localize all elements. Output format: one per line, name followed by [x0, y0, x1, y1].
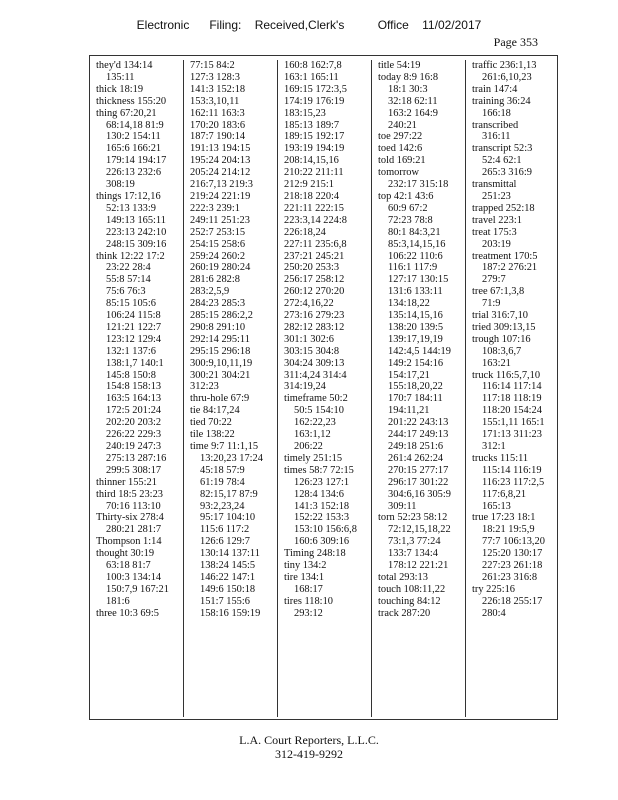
- index-subline: 153:10 156:6,8: [294, 524, 357, 536]
- index-entry: 153:3,10,11: [190, 95, 240, 107]
- index-entry: 227:11 235:6,8: [284, 238, 347, 250]
- index-entry: touch 108:11,22: [378, 583, 446, 595]
- index-table: [89, 55, 558, 720]
- index-subline: 72:12,15,18,22: [388, 524, 451, 536]
- index-entry: tile 138:22: [190, 429, 235, 441]
- index-entry: thick 18:19: [96, 83, 144, 95]
- index-entry: they'd 134:14: [96, 60, 153, 71]
- index-subline: 270:15 277:17: [388, 464, 449, 476]
- index-subline: 125:20 130:17: [482, 548, 543, 560]
- index-subline: 154:17,21: [388, 369, 430, 381]
- index-subline: 158:16 159:19: [200, 607, 261, 619]
- index-entry: told 169:21: [378, 155, 426, 167]
- index-entry: time 9:7 11:1,15: [190, 441, 259, 452]
- index-subline: 226:22 229:3: [106, 429, 162, 441]
- index-subline: 201:22 243:13: [388, 417, 449, 429]
- index-subline: 316:11: [482, 131, 511, 143]
- index-subline: 149:2 154:16: [388, 357, 444, 369]
- index-subline: 249:18 251:6: [388, 441, 444, 452]
- index-subline: 138:1,7 140:1: [106, 357, 164, 369]
- index-subline: 134:18,22: [388, 298, 430, 310]
- index-entry: 259:24 260:2: [190, 250, 246, 262]
- index-subline: 138:20 139:5: [388, 321, 444, 333]
- index-subline: 160:6 309:16: [294, 536, 350, 548]
- index-entry: true 17:23 18:1: [472, 512, 536, 524]
- index-entry: 205:24 214:12: [190, 167, 251, 179]
- page-number: Page 353: [493, 35, 538, 49]
- index-entry: toed 142:6: [378, 143, 423, 155]
- index-subline: 296:17 301:22: [388, 476, 449, 488]
- index-entry: timeframe 50:2: [284, 393, 348, 405]
- index-entry: today 8:9 16:8: [378, 71, 439, 83]
- index-entry: tie 84:17,24: [190, 405, 240, 417]
- index-subline: 70:16 113:10: [106, 500, 161, 512]
- index-subline: 154:8 158:13: [106, 381, 162, 393]
- index-subline: 93:2,23,24: [200, 500, 245, 512]
- index-entry: 273:16 279:23: [284, 310, 345, 322]
- index-subline: 261:6,10,23: [482, 71, 532, 83]
- index-entry: trucks 115:11: [472, 452, 529, 464]
- index-subline: 304:6,16 305:9: [388, 488, 451, 500]
- index-subline: 226:18 255:17: [482, 595, 543, 607]
- index-subline: 128:4 134:6: [294, 488, 344, 500]
- index-entry: 304:24 309:13: [284, 357, 345, 369]
- index-subline: 115:6 117:2: [200, 524, 250, 536]
- index-subline: 139:17,19,19: [388, 333, 443, 345]
- index-subline: 121:21 122:7: [106, 321, 162, 333]
- index-subline: 77:7 106:13,20: [482, 536, 545, 548]
- index-entry: 162:11 163:3: [190, 107, 245, 119]
- index-subline: 162:22,23: [294, 417, 336, 429]
- index-entry: train 147:4: [472, 83, 518, 95]
- index-subline: 52:13 133:9: [106, 202, 156, 214]
- index-entry: 281:6 282:8: [190, 274, 240, 286]
- index-subline: 165:6 166:21: [106, 143, 162, 155]
- index-column-5: [465, 60, 558, 717]
- index-subline: 80:1 84:3,21: [388, 226, 441, 238]
- index-subline: 100:3 134:14: [106, 571, 162, 583]
- index-subline: 135:14,15,16: [388, 310, 443, 322]
- index-subline: 187:2 276:21: [482, 262, 538, 274]
- index-entry: 260:19 280:24: [190, 262, 251, 274]
- index-subline: 163:2 164:9: [388, 107, 438, 119]
- index-entry: 170:20 183:6: [190, 119, 246, 131]
- index-subline: 85:15 105:6: [106, 298, 156, 310]
- index-entry: 189:15 192:17: [284, 131, 345, 143]
- index-subline: 75:6 76:3: [106, 286, 146, 298]
- index-subline: 226:13 232:6: [106, 167, 162, 179]
- index-subline: 127:17 130:15: [388, 274, 449, 286]
- index-subline: 163:1,12: [294, 429, 331, 441]
- index-subline: 168:17: [294, 583, 323, 595]
- index-subline: 155:1,11 165:1: [482, 417, 545, 429]
- index-entry: 260:12 270:20: [284, 286, 345, 298]
- index-subline: 55:8 57:14: [106, 274, 151, 286]
- index-entry: Thompson 1:14: [96, 536, 162, 548]
- index-entry: 191:13 194:15: [190, 143, 251, 155]
- index-column-2: [183, 60, 277, 717]
- index-entry: truck 116:5,7,10: [472, 369, 541, 381]
- index-entry: 212:9 215:1: [284, 179, 334, 191]
- index-entry: 290:8 291:10: [190, 321, 246, 333]
- index-entry: thinner 155:21: [96, 476, 157, 488]
- index-subline: 240:21: [388, 119, 417, 131]
- index-subline: 145:8 150:8: [106, 369, 156, 381]
- index-subline: 206:22: [294, 441, 323, 452]
- index-subline: 149:6 150:18: [200, 583, 256, 595]
- index-subline: 32:18 62:11: [388, 95, 438, 107]
- index-subline: 116:1 117:9: [388, 262, 438, 274]
- index-subline: 50:5 154:10: [294, 405, 344, 417]
- index-entry: 221:11 222:15: [284, 202, 344, 214]
- index-entry: 314:19,24: [284, 381, 326, 393]
- index-entry: tire 134:1: [284, 571, 325, 583]
- index-subline: 68:14,18 81:9: [106, 119, 164, 131]
- index-subline: 181:6: [106, 595, 130, 607]
- footer-company: L.A. Court Reporters, L.L.C.: [239, 733, 379, 747]
- index-entry: transcribed: [472, 119, 519, 131]
- index-entry: times 58:7 72:15: [284, 464, 354, 476]
- index-entry: 169:15 172:3,5: [284, 83, 347, 95]
- index-subline: 261:23 316:8: [482, 571, 538, 583]
- index-subline: 63:18 81:7: [106, 560, 151, 572]
- index-entry: toe 297:22: [378, 131, 423, 143]
- index-entry: transmittal: [472, 179, 517, 191]
- index-entry: 183:15,23: [284, 107, 326, 119]
- filing-header: Electronic Filing: Received,Clerk's Office 11/02/2017: [136, 18, 482, 32]
- index-entry: 160:8 162:7,8: [284, 60, 342, 71]
- index-subline: 115:14 116:19: [482, 464, 542, 476]
- index-entry: 282:12 283:12: [284, 321, 345, 333]
- index-subline: 146:22 147:1: [200, 571, 256, 583]
- index-entry: 252:7 253:15: [190, 226, 246, 238]
- index-entry: torn 52:23 58:12: [378, 512, 448, 524]
- index-entry: thru-hole 67:9: [190, 393, 250, 405]
- index-entry: 219:24 221:19: [190, 190, 251, 202]
- index-subline: 223:13 242:10: [106, 226, 167, 238]
- index-entry: 254:15 258:6: [190, 238, 246, 250]
- index-subline: 106:22 110:6: [388, 250, 443, 262]
- index-entry: 195:24 204:13: [190, 155, 251, 167]
- index-subline: 72:23 78:8: [388, 214, 433, 226]
- index-entry: tires 118:10: [284, 595, 333, 607]
- index-entry: thickness 155:20: [96, 95, 167, 107]
- index-entry: trough 107:16: [472, 333, 531, 345]
- index-entry: trapped 252:18: [472, 202, 535, 214]
- index-entry: total 293:13: [378, 571, 428, 583]
- index-entry: 303:15 304:8: [284, 345, 340, 357]
- index-entry: tied 70:22: [190, 417, 232, 429]
- index-subline: 280:4: [482, 607, 506, 619]
- index-entry: tree 67:1,3,8: [472, 286, 525, 298]
- index-subline: 150:7,9 167:21: [106, 583, 169, 595]
- index-subline: 178:12 221:21: [388, 560, 449, 572]
- index-subline: 123:12 129:4: [106, 333, 162, 345]
- index-subline: 203:19: [482, 238, 511, 250]
- index-entry: thing 67:20,21: [96, 107, 157, 119]
- index-entry: timely 251:15: [284, 452, 343, 464]
- index-subline: 280:21 281:7: [106, 524, 162, 536]
- index-entry: 218:18 220:4: [284, 190, 340, 202]
- index-subline: 95:17 104:10: [200, 512, 256, 524]
- index-entry: travel 223:1: [472, 214, 522, 226]
- index-entry: 210:22 211:11: [284, 167, 344, 179]
- index-subline: 117:6,8,21: [482, 488, 527, 500]
- index-entry: 272:4,16,22: [284, 298, 334, 310]
- index-subline: 126:23 127:1: [294, 476, 350, 488]
- index-subline: 82:15,17 87:9: [200, 488, 258, 500]
- index-entry: 223:3,14 224:8: [284, 214, 347, 226]
- index-subline: 108:3,6,7: [482, 345, 522, 357]
- index-subline: 152:22 153:3: [294, 512, 350, 524]
- index-subline: 166:18: [482, 107, 511, 119]
- index-subline: 116:14 117:14: [482, 381, 542, 393]
- index-subline: 172:5 201:24: [106, 405, 162, 417]
- index-entry: touching 84:12: [378, 595, 441, 607]
- index-entry: 216:7,13 219:3: [190, 179, 253, 191]
- index-subline: 18:1 30:3: [388, 83, 428, 95]
- index-subline: 85:3,14,15,16: [388, 238, 446, 250]
- index-entry: transcript 52:3: [472, 143, 533, 155]
- index-entry: think 12:22 17:2: [96, 250, 165, 262]
- footer-phone: 312-419-9292: [275, 747, 343, 761]
- index-subline: 293:12: [294, 607, 323, 619]
- index-entry: 208:14,15,16: [284, 155, 339, 167]
- index-entry: 283:2,5,9: [190, 286, 230, 298]
- index-entry: tried 309:13,15: [472, 321, 536, 333]
- index-subline: 275:13 287:16: [106, 452, 167, 464]
- index-entry: 222:3 239:1: [190, 202, 240, 214]
- index-subline: 133:7 134:4: [388, 548, 438, 560]
- index-subline: 132:1 137:6: [106, 345, 156, 357]
- index-subline: 312:1: [482, 441, 506, 452]
- index-subline: 61:19 78:4: [200, 476, 245, 488]
- index-entry: 295:15 296:18: [190, 345, 251, 357]
- index-entry: tomorrow: [378, 167, 419, 179]
- index-entry: 174:19 176:19: [284, 95, 345, 107]
- index-entry: 300:9,10,11,19: [190, 357, 253, 369]
- index-subline: 232:17 315:18: [388, 179, 449, 191]
- index-subline: 309:11: [388, 500, 417, 512]
- index-subline: 171:13 311:23: [482, 429, 542, 441]
- index-subline: 244:17 249:13: [388, 429, 449, 441]
- index-entry: tiny 134:2: [284, 560, 327, 572]
- index-column-1: [90, 60, 183, 717]
- index-entry: 249:11 251:23: [190, 214, 250, 226]
- index-subline: 299:5 308:17: [106, 464, 162, 476]
- index-entry: 127:3 128:3: [190, 71, 240, 83]
- index-subline: 45:18 57:9: [200, 464, 245, 476]
- index-entry: 226:18,24: [284, 226, 326, 238]
- index-subline: 23:22 28:4: [106, 262, 151, 274]
- index-subline: 126:6 129:7: [200, 536, 250, 548]
- index-subline: 251:23: [482, 190, 511, 202]
- index-subline: 149:13 165:11: [106, 214, 166, 226]
- index-column-3: [277, 60, 371, 717]
- index-subline: 106:24 115:8: [106, 310, 161, 322]
- index-entry: 311:4,24 314:4: [284, 369, 347, 381]
- index-entry: 285:15 286:2,2: [190, 310, 253, 322]
- index-subline: 138:24 145:5: [200, 560, 256, 572]
- index-entry: 193:19 194:19: [284, 143, 345, 155]
- index-entry: 284:23 285:3: [190, 298, 246, 310]
- index-subline: 248:15 309:16: [106, 238, 167, 250]
- index-subline: 118:20 154:24: [482, 405, 542, 417]
- index-subline: 71:9: [482, 298, 501, 310]
- index-subline: 155:18,20,22: [388, 381, 443, 393]
- index-subline: 60:9 67:2: [388, 202, 428, 214]
- index-subline: 13:20,23 17:24: [200, 452, 263, 464]
- index-entry: 163:1 165:11: [284, 71, 339, 83]
- index-entry: treatment 170:5: [472, 250, 538, 262]
- index-subline: 131:6 133:11: [388, 286, 443, 298]
- index-entry: trial 316:7,10: [472, 310, 528, 322]
- index-entry: Timing 248:18: [284, 548, 346, 560]
- index-subline: 151:7 155:6: [200, 595, 250, 607]
- index-subline: 142:4,5 144:19: [388, 345, 451, 357]
- index-subline: 194:11,21: [388, 405, 430, 417]
- index-subline: 240:19 247:3: [106, 441, 162, 452]
- index-entry: 292:14 295:11: [190, 333, 250, 345]
- index-entry: three 10:3 69:5: [96, 607, 159, 619]
- index-entry: thought 30:19: [96, 548, 155, 560]
- index-entry: Thirty-six 278:4: [96, 512, 164, 524]
- index-subline: 117:18 118:19: [482, 393, 542, 405]
- index-subline: 202:20 203:2: [106, 417, 162, 429]
- index-entry: 77:15 84:2: [190, 60, 235, 71]
- index-subline: 73:1,3 77:24: [388, 536, 441, 548]
- index-subline: 18:21 19:5,9: [482, 524, 535, 536]
- index-entry: training 36:24: [472, 95, 531, 107]
- index-subline: 261:4 262:24: [388, 452, 444, 464]
- index-subline: 130:2 154:11: [106, 131, 161, 143]
- index-entry: 237:21 245:21: [284, 250, 345, 262]
- index-subline: 308:19: [106, 179, 135, 191]
- index-entry: try 225:16: [472, 583, 516, 595]
- index-entry: 256:17 258:12: [284, 274, 345, 286]
- index-subline: 163:21: [482, 357, 511, 369]
- index-entry: top 42:1 43:6: [378, 190, 434, 202]
- index-entry: treat 175:3: [472, 226, 517, 238]
- index-subline: 135:11: [106, 71, 135, 83]
- index-entry: things 17:12,16: [96, 190, 161, 202]
- index-subline: 165:13: [482, 500, 511, 512]
- index-subline: 170:7 184:11: [388, 393, 443, 405]
- index-column-4: [371, 60, 465, 717]
- index-subline: 163:5 164:13: [106, 393, 162, 405]
- index-entry: 141:3 152:18: [190, 83, 246, 95]
- index-subline: 130:14 137:11: [200, 548, 260, 560]
- index-entry: traffic 236:1,13: [472, 60, 537, 71]
- index-subline: 265:3 316:9: [482, 167, 532, 179]
- index-subline: 179:14 194:17: [106, 155, 167, 167]
- index-entry: 250:20 253:3: [284, 262, 340, 274]
- index-subline: 227:23 261:18: [482, 560, 543, 572]
- index-entry: 300:21 304:21: [190, 369, 251, 381]
- index-entry: title 54:19: [378, 60, 421, 71]
- index-entry: 312:23: [190, 381, 219, 393]
- index-entry: third 18:5 23:23: [96, 488, 163, 500]
- index-subline: 141:3 152:18: [294, 500, 350, 512]
- index-entry: 185:13 189:7: [284, 119, 340, 131]
- index-subline: 52:4 62:1: [482, 155, 522, 167]
- index-entry: 301:1 302:6: [284, 333, 334, 345]
- index-subline: 279:7: [482, 274, 506, 286]
- index-subline: 116:23 117:2,5: [482, 476, 545, 488]
- index-entry: 187:7 190:14: [190, 131, 246, 143]
- index-entry: track 287:20: [378, 607, 431, 619]
